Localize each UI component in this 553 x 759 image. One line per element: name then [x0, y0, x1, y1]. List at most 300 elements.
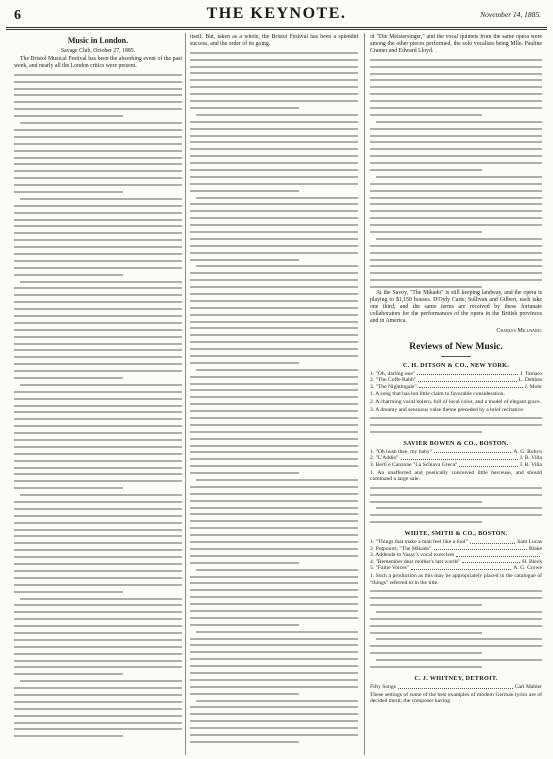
text-line	[190, 697, 358, 704]
text-line	[190, 269, 358, 276]
illegible-text-block	[370, 587, 542, 670]
text-line	[190, 290, 358, 297]
text-line	[370, 649, 542, 656]
article-paragraph: itself. But, taken as a whole, the Bristol Festival has been a splendid success, and the order of its going.	[190, 34, 358, 47]
text-line	[190, 614, 358, 621]
text-line	[190, 324, 358, 331]
text-line	[370, 608, 542, 615]
text-line	[14, 346, 182, 353]
text-line	[14, 119, 182, 126]
text-line	[370, 194, 542, 201]
text-line	[190, 249, 358, 256]
text-line	[14, 319, 182, 326]
text-line	[190, 731, 358, 738]
text-line	[190, 414, 358, 421]
review-note: 3. A dreamy and sensuous valse theme preceded by a brief recitative.	[370, 406, 525, 413]
leader-dots	[434, 449, 512, 454]
text-line	[370, 498, 542, 505]
text-line	[14, 229, 182, 236]
text-line	[370, 249, 542, 256]
text-line	[370, 111, 542, 118]
text-line	[14, 222, 182, 229]
text-line	[190, 63, 358, 70]
text-line	[190, 194, 358, 201]
text-line	[370, 63, 542, 70]
text-line	[14, 691, 182, 698]
text-line	[190, 703, 358, 710]
text-line	[14, 195, 182, 202]
text-line	[370, 180, 542, 187]
illegible-text-block	[370, 56, 542, 290]
text-line	[190, 235, 358, 242]
text-line	[190, 448, 358, 455]
text-line	[190, 490, 358, 497]
text-line	[14, 257, 182, 264]
text-line	[14, 188, 182, 195]
text-line	[14, 236, 182, 243]
text-line	[370, 421, 542, 428]
article-signature: Charles Millward.	[496, 327, 542, 334]
leader-dots	[401, 455, 518, 460]
text-line	[190, 641, 358, 648]
text-line	[190, 173, 358, 180]
text-line	[190, 579, 358, 586]
column-divider	[364, 33, 365, 755]
text-line	[370, 200, 542, 207]
text-line	[190, 552, 358, 559]
text-line	[190, 228, 358, 235]
text-line	[190, 214, 358, 221]
text-line	[370, 76, 542, 83]
text-line	[14, 519, 182, 526]
article-heading: Music in London.	[67, 36, 129, 45]
text-line	[190, 311, 358, 318]
text-line	[14, 663, 182, 670]
masthead-rule	[6, 27, 547, 28]
text-line	[14, 629, 182, 636]
text-line	[190, 400, 358, 407]
text-line	[14, 181, 182, 188]
text-line	[370, 656, 542, 663]
text-line	[190, 690, 358, 697]
text-line	[190, 655, 358, 662]
text-line	[14, 725, 182, 732]
text-line	[190, 221, 358, 228]
text-line	[14, 457, 182, 464]
text-line	[370, 152, 542, 159]
music-listing	[370, 552, 542, 559]
text-line	[370, 97, 542, 104]
text-line	[14, 360, 182, 367]
text-line	[370, 70, 542, 77]
music-listing	[370, 559, 542, 566]
text-line	[14, 608, 182, 615]
text-line	[14, 333, 182, 340]
text-line	[14, 422, 182, 429]
column-2	[190, 34, 358, 745]
text-line	[370, 663, 542, 670]
leader-dots	[470, 539, 516, 544]
text-line	[190, 648, 358, 655]
text-line	[190, 393, 358, 400]
text-line	[14, 732, 182, 739]
text-line	[14, 567, 182, 574]
text-line	[370, 145, 542, 152]
text-line	[190, 428, 358, 435]
text-line	[14, 85, 182, 92]
text-line	[190, 662, 358, 669]
text-line	[190, 242, 358, 249]
listing-composer: J. Tamaro	[520, 370, 542, 377]
text-line	[190, 69, 358, 76]
text-line	[190, 262, 358, 269]
text-line	[14, 284, 182, 291]
text-line	[190, 386, 358, 393]
text-line	[14, 78, 182, 85]
illegible-text-block	[190, 49, 358, 745]
text-line	[370, 629, 542, 636]
text-line	[190, 462, 358, 469]
text-line	[190, 573, 358, 580]
listing-composer: L. Delibes	[518, 377, 542, 384]
text-line	[370, 276, 542, 283]
text-line	[14, 71, 182, 78]
text-line	[14, 367, 182, 374]
text-line	[14, 677, 182, 684]
leader-dots	[459, 462, 517, 467]
text-line	[190, 56, 358, 63]
text-line	[14, 477, 182, 484]
text-line	[190, 166, 358, 173]
leader-dots	[434, 546, 527, 551]
text-line	[190, 545, 358, 552]
text-line	[190, 504, 358, 511]
review-note: 1. An unaffected and poetically conceived little berceuse, and should command a large sale.	[370, 469, 542, 483]
text-line	[370, 159, 542, 166]
text-line	[370, 601, 542, 608]
text-line	[190, 97, 358, 104]
text-line	[190, 476, 358, 483]
text-line	[190, 132, 358, 139]
text-line	[190, 635, 358, 642]
text-line	[370, 214, 542, 221]
text-line	[14, 326, 182, 333]
text-line	[14, 560, 182, 567]
listing-title: 3. Berli e Canzone "La Schiava Greca"	[370, 461, 458, 468]
listing-composer: A. G. Robyn	[513, 448, 542, 455]
text-line	[190, 669, 358, 676]
text-line	[190, 125, 358, 132]
text-line	[190, 180, 358, 187]
publisher-heading: C. H. DITSON & CO., NEW YORK.	[402, 361, 510, 369]
music-listing	[370, 377, 542, 384]
music-listing	[370, 684, 542, 691]
text-line	[14, 140, 182, 147]
text-line	[14, 505, 182, 512]
text-line	[370, 242, 542, 249]
text-line	[14, 271, 182, 278]
text-line	[190, 469, 358, 476]
review-note: 2. A charming vocal bolero, full of local color, and a model of elegant grace.	[370, 398, 541, 405]
text-line	[370, 518, 542, 525]
music-listing	[370, 565, 542, 572]
text-line	[190, 90, 358, 97]
text-line	[190, 187, 358, 194]
text-line	[190, 676, 358, 683]
text-line	[14, 470, 182, 477]
text-line	[190, 566, 358, 573]
text-line	[14, 408, 182, 415]
text-line	[370, 615, 542, 622]
text-line	[190, 421, 358, 428]
text-line	[14, 574, 182, 581]
text-line	[190, 407, 358, 414]
text-line	[190, 607, 358, 614]
text-line	[14, 595, 182, 602]
text-line	[14, 381, 182, 388]
text-line	[190, 366, 358, 373]
text-line	[14, 553, 182, 560]
text-line	[14, 243, 182, 250]
text-line	[190, 83, 358, 90]
text-line	[190, 593, 358, 600]
text-line	[14, 491, 182, 498]
text-line	[370, 118, 542, 125]
text-line	[14, 312, 182, 319]
text-line	[14, 484, 182, 491]
text-line	[14, 415, 182, 422]
text-line	[190, 524, 358, 531]
text-line	[190, 145, 358, 152]
text-line	[190, 200, 358, 207]
publisher-heading: C. J. WHITNEY, DETROIT.	[414, 674, 498, 682]
text-line	[14, 374, 182, 381]
text-line	[14, 167, 182, 174]
text-line	[190, 621, 358, 628]
music-listing	[370, 546, 542, 553]
text-line	[14, 305, 182, 312]
text-line	[14, 498, 182, 505]
music-listing	[370, 462, 542, 469]
text-line	[370, 594, 542, 601]
text-line	[14, 615, 182, 622]
text-line	[190, 138, 358, 145]
text-line	[14, 388, 182, 395]
text-line	[14, 340, 182, 347]
text-line	[14, 105, 182, 112]
text-line	[190, 318, 358, 325]
text-line	[190, 152, 358, 159]
masthead-rule-thin	[6, 29, 547, 30]
text-line	[370, 207, 542, 214]
text-line	[370, 262, 542, 269]
text-line	[14, 450, 182, 457]
listing-composer: J. B. Villa	[519, 461, 542, 468]
text-line	[190, 104, 358, 111]
text-line	[14, 636, 182, 643]
text-line	[14, 429, 182, 436]
text-line	[14, 291, 182, 298]
listing-title: 2. Potpourri, "The Mikado"	[370, 545, 432, 552]
listing-title: 2. "The Coffe Rabb"	[370, 377, 417, 384]
listing-title: 1. "Things that make a man feel like a fool"	[370, 539, 468, 546]
text-line	[370, 83, 542, 90]
text-line	[370, 166, 542, 173]
text-line	[14, 91, 182, 98]
text-line	[14, 264, 182, 271]
text-line	[190, 738, 358, 745]
text-line	[190, 256, 358, 263]
text-line	[370, 173, 542, 180]
text-line	[14, 160, 182, 167]
text-line	[14, 112, 182, 119]
text-line	[370, 491, 542, 498]
text-line	[190, 331, 358, 338]
text-line	[190, 49, 358, 56]
text-line	[14, 684, 182, 691]
column-3	[370, 34, 542, 706]
text-line	[14, 202, 182, 209]
text-line	[14, 622, 182, 629]
text-line	[14, 353, 182, 360]
listing-composer: J. B. Villa	[519, 455, 542, 462]
text-line	[14, 546, 182, 553]
article-paragraph: At the Savoy, "The Mikado" is still keeping landway, and the opera is playing to $1,150 houses. D'Oyly Carte, Sullivan and Gilbert, each take one third, and the same terms are received by these fortunate collaborators for the performances of the opera in the British provinces and in America.	[370, 290, 542, 324]
text-line	[14, 133, 182, 140]
text-line	[370, 187, 542, 194]
text-line	[14, 698, 182, 705]
text-line	[370, 414, 542, 421]
text-line	[14, 209, 182, 216]
text-line	[370, 138, 542, 145]
listing-composer: Blake	[528, 545, 542, 552]
text-line	[370, 104, 542, 111]
text-line	[370, 228, 542, 235]
text-line	[190, 118, 358, 125]
listing-composer: J. Mohr	[524, 383, 542, 390]
text-line	[14, 601, 182, 608]
text-line	[190, 359, 358, 366]
text-line	[14, 643, 182, 650]
text-line	[370, 283, 542, 290]
text-line	[190, 111, 358, 118]
music-listing	[370, 539, 542, 546]
text-line	[14, 539, 182, 546]
text-line	[190, 283, 358, 290]
text-line	[370, 221, 542, 228]
text-line	[190, 442, 358, 449]
text-line	[190, 276, 358, 283]
text-line	[14, 650, 182, 657]
text-line	[190, 710, 358, 717]
text-line	[190, 531, 358, 538]
text-line	[370, 635, 542, 642]
text-line	[190, 724, 358, 731]
leader-dots	[398, 684, 513, 689]
text-line	[370, 587, 542, 594]
text-line	[370, 642, 542, 649]
text-line	[14, 278, 182, 285]
text-line	[14, 216, 182, 223]
leader-dots	[417, 371, 518, 376]
review-note: 1. A song that has but little claim to favorable consideration.	[370, 391, 505, 398]
text-line	[190, 373, 358, 380]
listing-composer: Carl Mahler	[514, 683, 542, 690]
text-line	[190, 455, 358, 462]
text-line	[370, 56, 542, 63]
text-line	[190, 683, 358, 690]
music-listing	[370, 449, 542, 456]
publisher-heading: SAVIER BOWEN & CO., BOSTON.	[403, 439, 509, 447]
text-line	[14, 712, 182, 719]
listing-title: 5. "Faitie Voices"	[370, 565, 410, 572]
listing-composer: Sam Lucas	[517, 539, 542, 546]
text-line	[14, 395, 182, 402]
column-1	[14, 34, 182, 739]
text-line	[14, 436, 182, 443]
text-line	[370, 90, 542, 97]
listing-title: 4. "Remember dear mother's last words"	[370, 558, 461, 565]
leader-dots	[419, 384, 523, 389]
text-line	[14, 657, 182, 664]
text-line	[190, 76, 358, 83]
text-line	[190, 600, 358, 607]
text-line	[370, 622, 542, 629]
article-paragraph: The Bristol Musical Festival has been the absorbing event of the past week, and nearly all the London critics were present.	[14, 56, 182, 69]
leader-dots	[411, 565, 511, 570]
text-line	[370, 484, 542, 491]
music-listing	[370, 455, 542, 462]
text-line	[370, 125, 542, 132]
listing-title: Fifty Songs	[370, 683, 396, 690]
article-dateline: Savage Club, October 27, 1885.	[60, 48, 136, 54]
text-line	[14, 298, 182, 305]
text-line	[370, 511, 542, 518]
review-note: These settings of some of the best examples of modern German lyrics are of decided merit, the composer having	[370, 691, 542, 705]
music-listing	[370, 384, 542, 391]
text-line	[14, 147, 182, 154]
text-line	[370, 428, 542, 435]
text-line	[370, 504, 542, 511]
text-line	[14, 532, 182, 539]
text-line	[14, 512, 182, 519]
issue-date: November 14, 1885.	[480, 10, 541, 19]
text-line	[14, 174, 182, 181]
text-line	[370, 256, 542, 263]
text-line	[14, 670, 182, 677]
text-line	[14, 705, 182, 712]
article-paragraph: of "Die Meistersinger," and the vocal quintets from the same opera were among the other pieces performed, the solo vocalists being Mlle. Pauline Cramer and Edward Lloyd.	[370, 34, 542, 54]
text-line	[14, 402, 182, 409]
text-line	[190, 510, 358, 517]
masthead	[0, 0, 553, 30]
text-line	[14, 443, 182, 450]
text-line	[14, 154, 182, 161]
text-line	[190, 159, 358, 166]
reviews-heading: Reviews of New Music.	[409, 341, 503, 352]
leader-dots	[456, 552, 540, 557]
review-note: 1. Such a production as this may be appropriately placed in the catalogue of "things" referred to in the title.	[370, 573, 542, 586]
listing-title: 1. "Oh, darling one"	[370, 370, 416, 377]
text-line	[190, 497, 358, 504]
text-line	[14, 719, 182, 726]
text-line	[190, 352, 358, 359]
text-line	[14, 464, 182, 471]
text-line	[190, 297, 358, 304]
text-line	[190, 517, 358, 524]
text-line	[190, 345, 358, 352]
text-line	[370, 132, 542, 139]
